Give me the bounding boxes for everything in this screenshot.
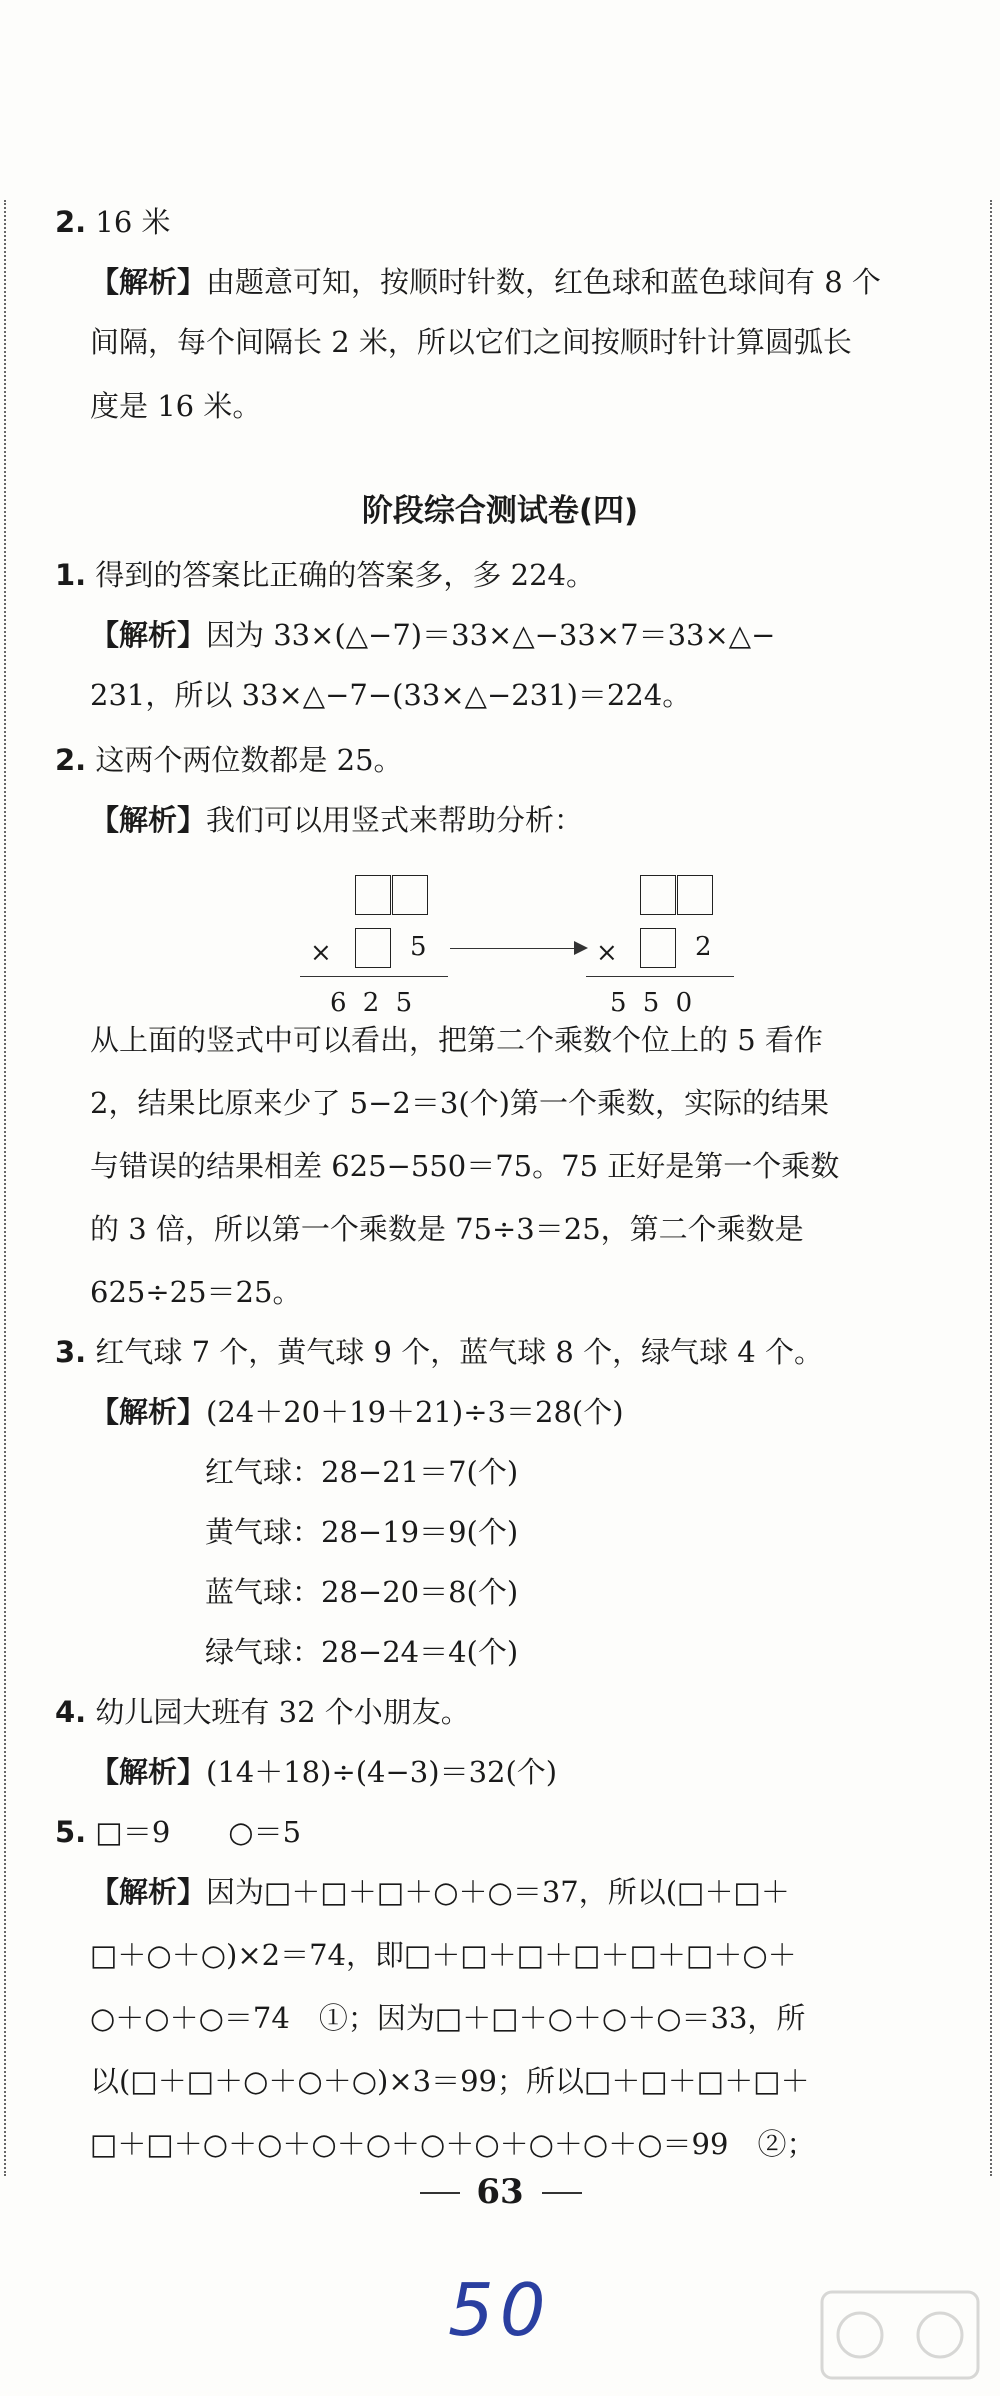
- text-line: [90, 1146, 839, 1186]
- rule-line: [586, 976, 734, 977]
- text-line: [90, 262, 881, 302]
- text-line: [205, 1632, 518, 1672]
- text-line: [90, 322, 852, 362]
- text-line: [90, 1752, 557, 1792]
- multiply-sign: ×: [310, 938, 332, 968]
- analysis-tag: 【解析】: [90, 265, 207, 299]
- line-text: 黄气球：28−19＝9(个): [205, 1515, 519, 1549]
- line-text: 度是 16 米。: [90, 389, 262, 423]
- product: 6 2 5: [330, 988, 417, 1018]
- text-line: [55, 1332, 823, 1372]
- text-line: [90, 800, 583, 840]
- question-number: 1.: [55, 558, 87, 592]
- text-line: [90, 1872, 790, 1912]
- text-line: [90, 386, 261, 426]
- line-text: 的 3 倍，所以第一个乘数是 75÷3＝25，第二个乘数是: [90, 1212, 804, 1246]
- text-line: [205, 1452, 518, 1492]
- text-line: [90, 615, 775, 655]
- product: 5 5 0: [610, 988, 697, 1018]
- line-text: 以(□＋□＋○＋○＋○)×3＝99；所以□＋□＋□＋□＋: [90, 2064, 810, 2098]
- digit-box: [640, 875, 676, 915]
- line-text: 231，所以 33×△−7−(33×△−231)＝224。: [90, 678, 692, 712]
- line-text: 我们可以用竖式来帮助分析：: [206, 803, 584, 837]
- page-number: 63: [476, 2172, 524, 2212]
- text-line: [90, 1272, 301, 1312]
- line-text: 因为□＋□＋□＋○＋○＝37，所以(□＋□＋: [206, 1875, 790, 1909]
- text-line: [90, 1020, 823, 1060]
- line-text: 红气球 7 个，黄气球 9 个，蓝气球 8 个，绿气球 4 个。: [86, 1335, 823, 1369]
- line-text: □＝9 ○＝5: [86, 1815, 302, 1849]
- line-text: 红气球：28−21＝7(个): [205, 1455, 519, 1489]
- text-line: [55, 1692, 470, 1732]
- page-number-dash: [542, 2192, 582, 2194]
- text-line: [90, 675, 691, 715]
- watermark-logo-icon: [820, 2290, 980, 2380]
- text-line: [90, 1935, 797, 1975]
- line-text: ○＋○＋○＝74 ①；因为□＋□＋○＋○＋○＝33，所: [90, 2001, 806, 2035]
- text-line: [90, 1083, 829, 1123]
- line-text: 2，结果比原来少了 5−2＝3(个)第一个乘数，实际的结果: [90, 1086, 829, 1120]
- analysis-tag: 【解析】: [90, 1755, 207, 1789]
- line-text: 得到的答案比正确的答案多，多 224。: [86, 558, 595, 592]
- line-text: □＋□＋○＋○＋○＋○＋○＋○＋○＋○＋○＝99 ②；: [90, 2127, 816, 2161]
- question-number: 4.: [55, 1695, 87, 1729]
- analysis-tag: 【解析】: [90, 618, 207, 652]
- line-text: 绿气球：28−24＝4(个): [205, 1635, 519, 1669]
- digit-box: [355, 875, 391, 915]
- analysis-tag: 【解析】: [90, 803, 207, 837]
- analysis-tag: 【解析】: [90, 1875, 207, 1909]
- text-line: [205, 1512, 518, 1552]
- text-line: [90, 2124, 815, 2164]
- line-text: (14＋18)÷(4−3)＝32(个): [206, 1755, 558, 1789]
- line-text: 间隔，每个间隔长 2 米，所以它们之间按顺时针计算圆弧长: [90, 325, 852, 359]
- line-text: 从上面的竖式中可以看出，把第二个乘数个位上的 5 看作: [90, 1023, 823, 1057]
- arrow: [450, 948, 580, 949]
- multiplier-digit: 2: [695, 932, 712, 962]
- text-line: [90, 1392, 624, 1432]
- line-text: 625÷25＝25。: [90, 1275, 302, 1309]
- text-line: [90, 1209, 804, 1249]
- line-text: 这两个两位数都是 25。: [86, 743, 403, 777]
- handwritten-note: 50: [448, 2268, 552, 2352]
- digit-box: [677, 875, 713, 915]
- line-text: 幼儿园大班有 32 个小朋友。: [86, 1695, 470, 1729]
- section-title: 阶段综合测试卷(四): [361, 493, 639, 529]
- question-number: 2.: [55, 743, 87, 777]
- text-line: [90, 1998, 805, 2038]
- arrow-head-icon: [574, 941, 588, 955]
- question-number: 2.: [55, 205, 87, 239]
- analysis-tag: 【解析】: [90, 1395, 207, 1429]
- digit-box: [640, 928, 676, 968]
- line-text: 16 米: [86, 205, 171, 239]
- question-number: 5.: [55, 1815, 87, 1849]
- question-number: 3.: [55, 1335, 87, 1369]
- text-line: [55, 740, 403, 780]
- multiply-sign: ×: [596, 938, 618, 968]
- text-line: [90, 2061, 810, 2101]
- line-text: 蓝气球：28−20＝8(个): [205, 1575, 519, 1609]
- line-text: 与错误的结果相差 625−550＝75。75 正好是第一个乘数: [90, 1149, 840, 1183]
- line-text: (24＋20＋19＋21)÷3＝28(个): [206, 1395, 624, 1429]
- line-text: □＋○＋○)×2＝74，即□＋□＋□＋□＋□＋□＋○＋: [90, 1938, 797, 1972]
- text-line: [55, 555, 595, 595]
- digit-box: [392, 875, 428, 915]
- text-line: [55, 1812, 301, 1852]
- multiplier-digit: 5: [410, 932, 427, 962]
- digit-box: [355, 928, 391, 968]
- rule-line: [300, 976, 448, 977]
- text-line: [205, 1572, 518, 1612]
- text-line: [55, 202, 171, 242]
- line-text: 因为 33×(△−7)＝33×△−33×7＝33×△−: [206, 618, 776, 652]
- line-text: 由题意可知，按顺时针数，红色球和蓝色球间有 8 个: [206, 265, 881, 299]
